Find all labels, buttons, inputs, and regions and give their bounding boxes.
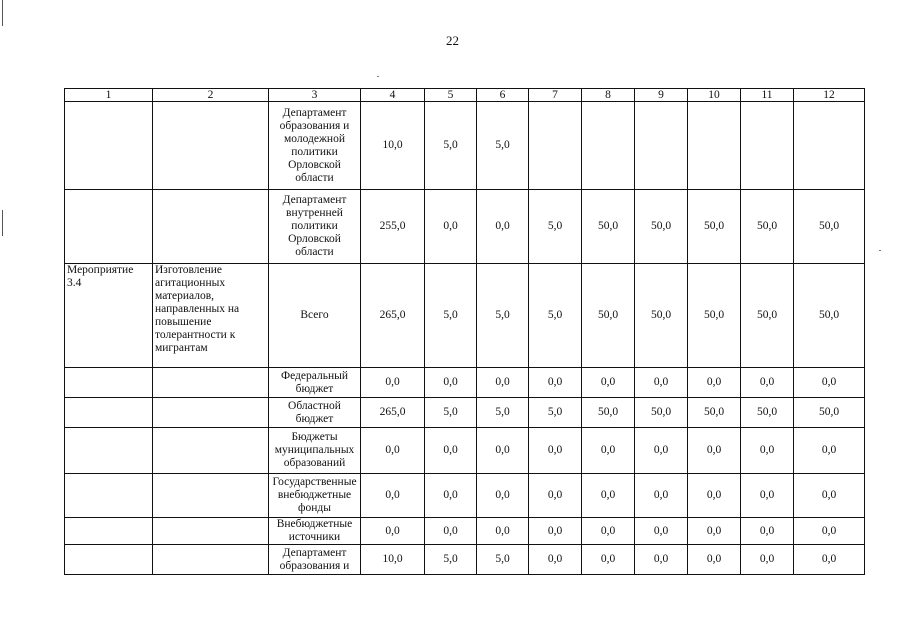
value-cell: 0,0 (425, 368, 477, 398)
value-cell: 0,0 (582, 518, 635, 545)
value-cell: 0,0 (635, 428, 688, 474)
table-row (65, 190, 865, 264)
value-cell: 50,0 (688, 264, 741, 368)
value-cell: 0,0 (582, 368, 635, 398)
value-cell: 0,0 (794, 428, 865, 474)
value-cell: 50,0 (741, 264, 794, 368)
table-row (65, 368, 865, 398)
value-cell: 5,0 (477, 398, 529, 428)
table-row (65, 398, 865, 428)
value-cell: 50,0 (582, 398, 635, 428)
funding-source-cell: Департамент образования и молодежной политики Орловской области (269, 102, 361, 190)
value-cell: 0,0 (635, 518, 688, 545)
value-cell: 0,0 (741, 518, 794, 545)
measure-cell (65, 190, 153, 264)
value-cell: 5,0 (425, 398, 477, 428)
value-cell: 50,0 (688, 190, 741, 264)
value-cell: 0,0 (529, 428, 582, 474)
scan-speck (879, 250, 881, 251)
value-cell (529, 102, 582, 190)
value-cell: 0,0 (794, 474, 865, 518)
value-cell: 0,0 (582, 545, 635, 575)
value-cell: 0,0 (794, 545, 865, 575)
table-row (65, 474, 865, 518)
value-cell: 0,0 (425, 518, 477, 545)
funding-source-cell: Внебюджетные источники (269, 518, 361, 545)
column-header: 12 (794, 89, 865, 102)
measure-cell (65, 545, 153, 575)
value-cell: 0,0 (688, 474, 741, 518)
value-cell: 10,0 (361, 545, 425, 575)
measure-cell (65, 428, 153, 474)
activity-name-cell: Изготовление агитационных материалов, направленных на повышение толерантности к мигрантам (153, 264, 269, 368)
value-cell: 50,0 (582, 190, 635, 264)
value-cell: 0,0 (741, 545, 794, 575)
table-row (65, 102, 865, 190)
value-cell: 50,0 (635, 264, 688, 368)
value-cell: 50,0 (635, 190, 688, 264)
value-cell (741, 102, 794, 190)
value-cell: 0,0 (688, 518, 741, 545)
table-row (65, 428, 865, 474)
value-cell: 5,0 (425, 102, 477, 190)
funding-source-cell: Департамент внутренней политики Орловской области (269, 190, 361, 264)
value-cell: 0,0 (477, 474, 529, 518)
value-cell: 0,0 (529, 368, 582, 398)
measure-cell: Мероприятие 3.4 (65, 264, 153, 368)
value-cell: 0,0 (529, 518, 582, 545)
funding-source-cell: Федеральный бюджет (269, 368, 361, 398)
value-cell: 50,0 (794, 190, 865, 264)
value-cell: 50,0 (794, 264, 865, 368)
value-cell: 0,0 (477, 428, 529, 474)
value-cell: 5,0 (477, 102, 529, 190)
measure-cell (65, 518, 153, 545)
funding-source-cell: Всего (269, 264, 361, 368)
value-cell: 0,0 (425, 474, 477, 518)
value-cell (635, 102, 688, 190)
value-cell: 50,0 (794, 398, 865, 428)
measure-cell (65, 398, 153, 428)
value-cell: 0,0 (794, 368, 865, 398)
table-row (65, 545, 865, 575)
value-cell: 0,0 (425, 428, 477, 474)
table-body (65, 89, 865, 575)
column-header: 5 (425, 89, 477, 102)
value-cell: 5,0 (529, 190, 582, 264)
page-number: 22 (446, 33, 459, 48)
value-cell: 0,0 (477, 368, 529, 398)
scan-speck (377, 76, 379, 77)
column-header: 7 (529, 89, 582, 102)
value-cell: 0,0 (361, 518, 425, 545)
value-cell: 0,0 (477, 518, 529, 545)
value-cell: 0,0 (425, 190, 477, 264)
column-header: 4 (361, 89, 425, 102)
value-cell: 255,0 (361, 190, 425, 264)
column-header: 11 (741, 89, 794, 102)
value-cell (688, 102, 741, 190)
scan-edge-mark (2, 210, 3, 236)
value-cell: 0,0 (529, 545, 582, 575)
funding-source-cell: Бюджеты муниципальных образований (269, 428, 361, 474)
value-cell: 5,0 (477, 545, 529, 575)
measure-cell (65, 102, 153, 190)
value-cell: 0,0 (582, 474, 635, 518)
activity-name-cell (153, 368, 269, 398)
funding-source-cell: Областной бюджет (269, 398, 361, 428)
funding-source-cell: Департамент образования и (269, 545, 361, 575)
header-row (65, 89, 865, 102)
value-cell: 50,0 (741, 190, 794, 264)
activity-name-cell (153, 428, 269, 474)
table-row (65, 518, 865, 545)
value-cell (582, 102, 635, 190)
column-header: 3 (269, 89, 361, 102)
value-cell: 0,0 (794, 518, 865, 545)
value-cell: 0,0 (582, 428, 635, 474)
value-cell: 0,0 (741, 368, 794, 398)
value-cell: 0,0 (688, 428, 741, 474)
value-cell: 5,0 (477, 264, 529, 368)
column-header: 9 (635, 89, 688, 102)
measure-cell (65, 474, 153, 518)
value-cell: 50,0 (741, 398, 794, 428)
measure-cell (65, 368, 153, 398)
column-header: 10 (688, 89, 741, 102)
value-cell: 0,0 (635, 545, 688, 575)
value-cell: 0,0 (635, 474, 688, 518)
value-cell: 265,0 (361, 264, 425, 368)
value-cell: 50,0 (635, 398, 688, 428)
value-cell: 265,0 (361, 398, 425, 428)
value-cell: 50,0 (688, 398, 741, 428)
activity-name-cell (153, 518, 269, 545)
value-cell: 50,0 (582, 264, 635, 368)
column-header: 6 (477, 89, 529, 102)
budget-table (64, 88, 865, 575)
value-cell: 0,0 (361, 474, 425, 518)
value-cell: 0,0 (688, 545, 741, 575)
value-cell: 0,0 (529, 474, 582, 518)
activity-name-cell (153, 398, 269, 428)
value-cell: 0,0 (741, 474, 794, 518)
activity-name-cell (153, 190, 269, 264)
value-cell: 5,0 (529, 264, 582, 368)
value-cell: 0,0 (635, 368, 688, 398)
value-cell: 0,0 (477, 190, 529, 264)
value-cell: 10,0 (361, 102, 425, 190)
column-header: 1 (65, 89, 153, 102)
activity-name-cell (153, 545, 269, 575)
value-cell: 0,0 (361, 428, 425, 474)
value-cell: 5,0 (425, 264, 477, 368)
value-cell: 0,0 (741, 428, 794, 474)
activity-name-cell (153, 102, 269, 190)
value-cell: 0,0 (361, 368, 425, 398)
value-cell: 0,0 (688, 368, 741, 398)
column-header: 2 (153, 89, 269, 102)
value-cell: 5,0 (425, 545, 477, 575)
scan-edge-mark (2, 0, 3, 26)
activity-name-cell (153, 474, 269, 518)
table-row (65, 264, 865, 368)
value-cell: 5,0 (529, 398, 582, 428)
value-cell (794, 102, 865, 190)
funding-source-cell: Государственные внебюджетные фонды (269, 474, 361, 518)
column-header: 8 (582, 89, 635, 102)
